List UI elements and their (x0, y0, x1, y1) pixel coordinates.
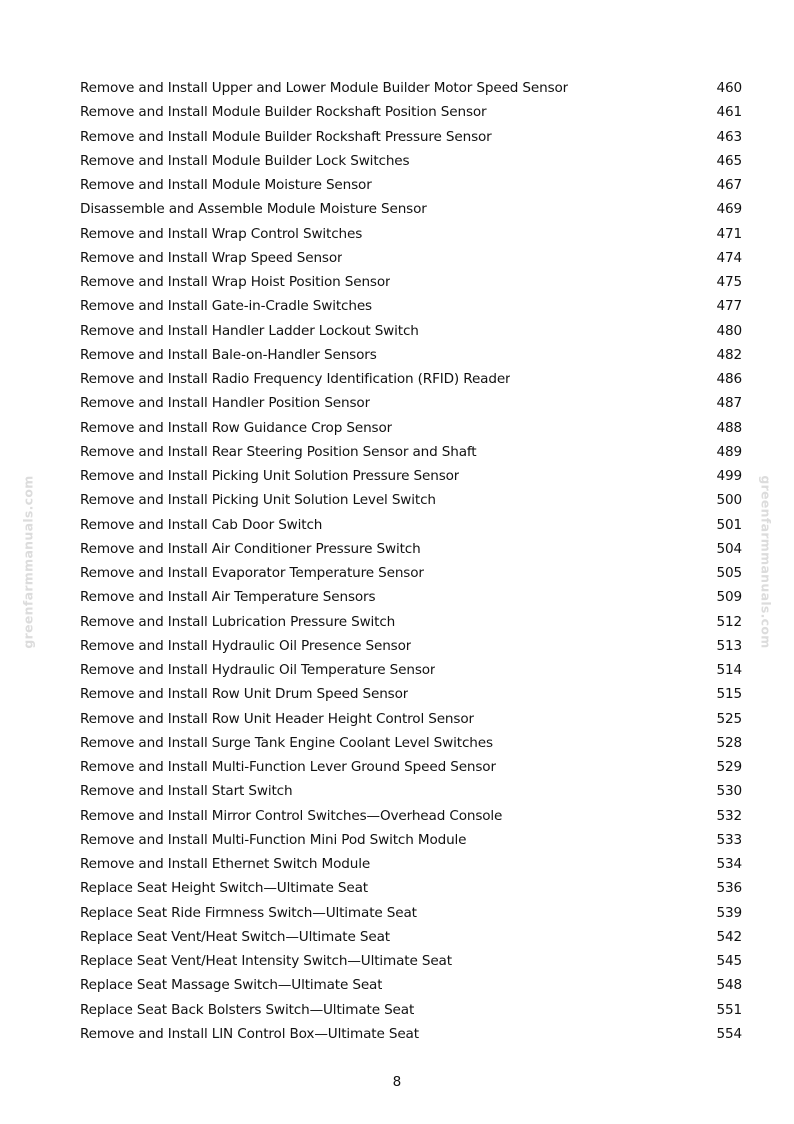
toc-entry-title: Replace Seat Vent/Heat Switch—Ultimate Seat (80, 928, 390, 945)
toc-entry-title: Remove and Install Row Unit Header Height Control Sensor (80, 710, 474, 727)
toc-entry-title: Remove and Install Cab Door Switch (80, 516, 323, 533)
toc-entry-title: Remove and Install Row Guidance Crop Sensor (80, 419, 393, 436)
toc-entry-page: 512 (716, 613, 742, 630)
toc-entry-title: Replace Seat Back Bolsters Switch—Ultimate Seat (80, 1001, 415, 1018)
toc-entry[interactable] (80, 731, 742, 755)
toc-entry-title: Remove and Install Module Moisture Sensor (80, 177, 372, 194)
toc-entry-page: 475 (716, 274, 742, 291)
toc-entry-page: 486 (716, 371, 742, 388)
toc-entry-title: Remove and Install Picking Unit Solution Level Switch (80, 492, 436, 509)
toc-entry-page: 482 (716, 346, 742, 363)
toc-entry-page: 501 (716, 516, 742, 533)
toc-entry-page: 551 (716, 1001, 742, 1018)
toc-entry[interactable] (80, 319, 742, 343)
toc-entry-page: 471 (716, 225, 742, 242)
toc-entry-page: 515 (716, 686, 742, 703)
toc-entry-page: 480 (716, 322, 742, 339)
toc-entry[interactable] (80, 488, 742, 512)
toc-entry-title: Remove and Install Air Conditioner Pressure Switch (80, 540, 421, 557)
toc-entry[interactable] (80, 852, 742, 876)
toc-entry[interactable] (80, 1022, 742, 1046)
toc-entry-title: Remove and Install Picking Unit Solution Pressure Sensor (80, 468, 460, 485)
toc-entry[interactable] (80, 416, 742, 440)
toc-entry[interactable] (80, 173, 742, 197)
toc-entry[interactable] (80, 100, 742, 124)
toc-entry-title: Remove and Install Upper and Lower Module Builder Motor Speed Sensor (80, 80, 569, 97)
toc-entry-title: Replace Seat Ride Firmness Switch—Ultimate Seat (80, 904, 417, 921)
toc-entry-title: Remove and Install Multi-Function Lever Ground Speed Sensor (80, 759, 496, 776)
toc-entry-title: Remove and Install Hydraulic Oil Presence Sensor (80, 637, 412, 654)
toc-entry[interactable] (80, 804, 742, 828)
toc-entry-title: Remove and Install Start Switch (80, 783, 293, 800)
toc-entry[interactable] (80, 125, 742, 149)
toc-entry-title: Remove and Install Surge Tank Engine Coolant Level Switches (80, 734, 493, 751)
toc-entry-page: 499 (716, 468, 742, 485)
toc-entry-title: Remove and Install Evaporator Temperature Sensor (80, 565, 424, 582)
toc-entry-page: 525 (716, 710, 742, 727)
toc-entry-page: 534 (716, 856, 742, 873)
toc-entry-page: 465 (716, 152, 742, 169)
toc-entry-title: Remove and Install Rear Steering Position Sensor and Shaft (80, 443, 477, 460)
toc-entry-page: 504 (716, 540, 742, 557)
toc-entry-page: 500 (716, 492, 742, 509)
toc-entry-title: Remove and Install Air Temperature Sensors (80, 589, 376, 606)
toc-entry-title: Remove and Install LIN Control Box—Ultimate Seat (80, 1025, 419, 1042)
toc-entry-page: 545 (716, 953, 742, 970)
toc-entry-title: Remove and Install Module Builder Lock Switches (80, 152, 410, 169)
toc-entry[interactable] (80, 76, 742, 100)
toc-entry-title: Remove and Install Handler Position Sensor (80, 395, 371, 412)
toc-entry[interactable] (80, 343, 742, 367)
toc-entry-page: 542 (716, 928, 742, 945)
toc-entry-title: Remove and Install Bale-on-Handler Sensors (80, 346, 377, 363)
toc-entry-title: Remove and Install Wrap Control Switches (80, 225, 363, 242)
toc-entry[interactable] (80, 464, 742, 488)
toc-entry[interactable] (80, 610, 742, 634)
toc-entry-page: 487 (716, 395, 742, 412)
toc-entry-title: Remove and Install Gate-in-Cradle Switches (80, 298, 372, 315)
toc-entry-title: Remove and Install Lubrication Pressure Switch (80, 613, 396, 630)
toc-entry-page: 488 (716, 419, 742, 436)
toc-entry[interactable] (80, 537, 742, 561)
page-number: 8 (392, 1074, 402, 1090)
toc-entry[interactable] (80, 367, 742, 391)
toc-entry-page: 467 (716, 177, 742, 194)
toc-entry-page: 461 (716, 104, 742, 121)
toc-entry[interactable] (80, 197, 742, 221)
toc-entry-page: 474 (716, 249, 742, 266)
toc-entry[interactable] (80, 901, 742, 925)
toc-entry[interactable] (80, 925, 742, 949)
toc-entry[interactable] (80, 998, 742, 1022)
toc-entry-title: Remove and Install Module Builder Rockshaft Pressure Sensor (80, 128, 492, 145)
toc-entry-page: 539 (716, 904, 742, 921)
toc-entry-title: Remove and Install Handler Ladder Lockout Switch (80, 322, 419, 339)
toc-entry-page: 533 (716, 831, 742, 848)
toc-entry[interactable] (80, 294, 742, 318)
toc-entry-page: 530 (716, 783, 742, 800)
toc-entry[interactable] (80, 755, 742, 779)
toc-entry-page: 469 (716, 201, 742, 218)
toc-entry[interactable] (80, 949, 742, 973)
toc-entry-page: 548 (716, 977, 742, 994)
toc-entry-title: Remove and Install Wrap Speed Sensor (80, 249, 343, 266)
toc-entry-title: Disassemble and Assemble Module Moisture Sensor (80, 201, 427, 218)
toc-entry[interactable] (80, 707, 742, 731)
toc-entry[interactable] (80, 391, 742, 415)
toc-entry-page: 513 (716, 637, 742, 654)
toc-entry[interactable] (80, 973, 742, 997)
toc-entry-title: Replace Seat Massage Switch—Ultimate Seat (80, 977, 383, 994)
toc-entry-page: 536 (716, 880, 742, 897)
toc-entry-title: Replace Seat Vent/Heat Intensity Switch—Ultimate Seat (80, 953, 452, 970)
toc-entry-page: 554 (716, 1025, 742, 1042)
toc-entry-title: Remove and Install Module Builder Rockshaft Position Sensor (80, 104, 487, 121)
toc-entry[interactable] (80, 149, 742, 173)
toc-entry[interactable] (80, 246, 742, 270)
toc-entry-page: 460 (716, 80, 742, 97)
toc-entry-title: Remove and Install Ethernet Switch Module (80, 856, 371, 873)
toc-entry-title: Remove and Install Row Unit Drum Speed Sensor (80, 686, 409, 703)
toc-entry-page: 505 (716, 565, 742, 582)
toc-entry-page: 509 (716, 589, 742, 606)
toc-entry-title: Remove and Install Mirror Control Switches—Overhead Console (80, 807, 503, 824)
toc-entry-page: 477 (716, 298, 742, 315)
toc-entry[interactable] (80, 270, 742, 294)
toc-entry[interactable] (80, 779, 742, 803)
toc-entry[interactable] (80, 876, 742, 900)
toc-entry-page: 529 (716, 759, 742, 776)
toc-entry-title: Remove and Install Wrap Hoist Position Sensor (80, 274, 391, 291)
toc-entry-title: Remove and Install Multi-Function Mini Pod Switch Module (80, 831, 467, 848)
toc-entry-title: Replace Seat Height Switch—Ultimate Seat (80, 880, 368, 897)
toc-entry[interactable] (80, 561, 742, 585)
toc-entry-page: 532 (716, 807, 742, 824)
watermark-left: greenfarmmanuals.com (20, 475, 36, 649)
toc-entry[interactable] (80, 585, 742, 609)
toc-entry-page: 489 (716, 443, 742, 460)
toc-entry-page: 528 (716, 734, 742, 751)
toc-entry-title: Remove and Install Hydraulic Oil Temperature Sensor (80, 662, 436, 679)
watermark-right: greenfarmmanuals.com (758, 475, 774, 649)
toc-entry[interactable] (80, 658, 742, 682)
toc-entry-page: 463 (716, 128, 742, 145)
toc-entry[interactable] (80, 222, 742, 246)
toc-entry[interactable] (80, 828, 742, 852)
toc-entry-title: Remove and Install Radio Frequency Identification (RFID) Reader (80, 371, 511, 388)
toc-entry[interactable] (80, 682, 742, 706)
table-of-contents (80, 76, 742, 1046)
toc-entry[interactable] (80, 634, 742, 658)
toc-entry[interactable] (80, 440, 742, 464)
toc-entry[interactable] (80, 513, 742, 537)
toc-entry-page: 514 (716, 662, 742, 679)
